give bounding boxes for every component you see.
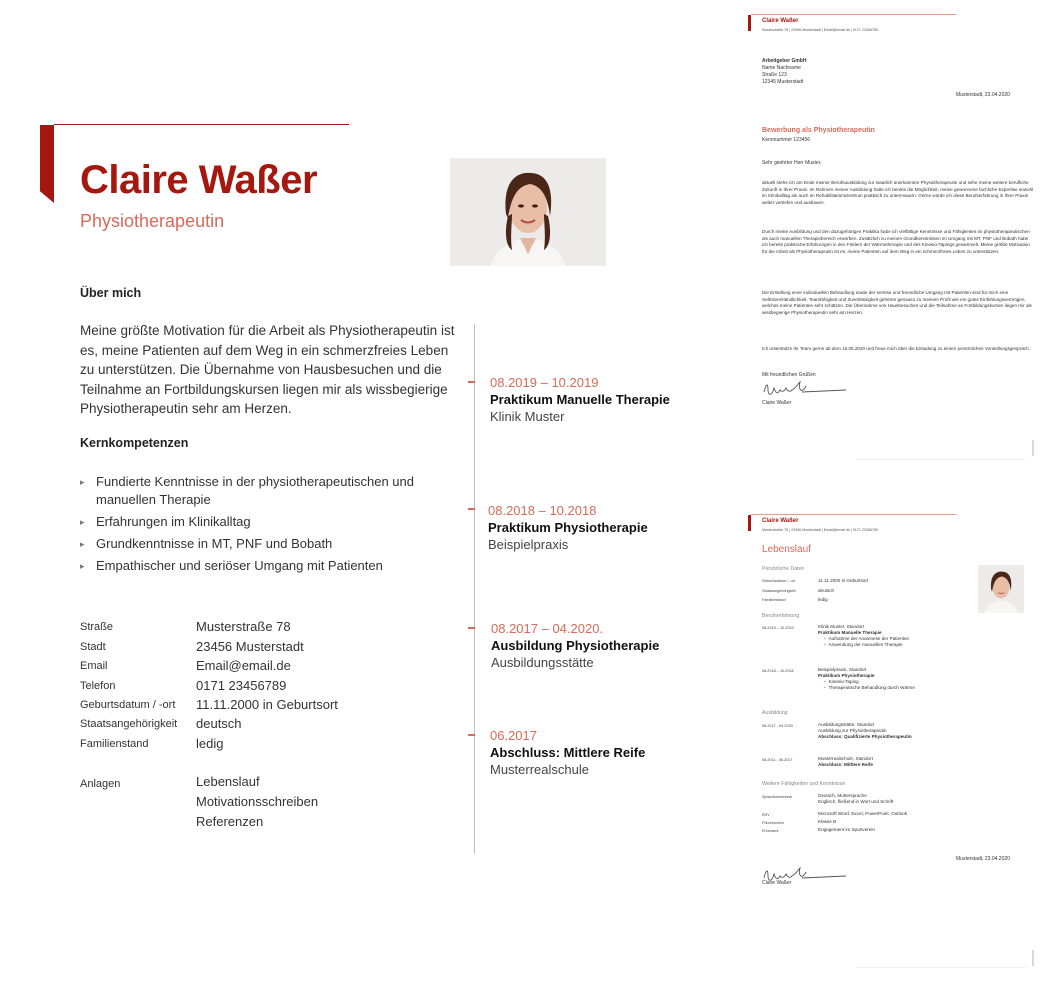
about-heading: Über mich [80,286,142,300]
timeline-marker [468,627,475,629]
timeline-date: 06.2017 [490,728,537,743]
skill-value: Klasse B [818,819,837,824]
info-row-birth: Geburtsdatum / -ort 11.11.2000 in Geburtsort [80,697,338,713]
timeline-date: 08.2019 – 10.2019 [490,375,599,390]
recipient-company: Arbeitgeber GmbH [762,58,807,64]
timeline-entry [488,503,648,553]
skill-key: Ehrenamt [762,829,779,833]
letter-subject: Bewerbung als Physiotherapeutin [762,127,875,134]
experience-entry: Klinik Muster, Standort Praktikum Manuelle Therapie • Aufnahme der Anamnese der Patienten • Anwendung der manuellen Therapie [818,624,909,648]
accent-bar [40,125,54,203]
info-row-city: Stadt 23456 Musterstadt [80,639,304,655]
triangle-bullet-icon: ▸ [80,477,85,487]
letter-date: Musterstadt, 23.04.2020 [956,92,1010,98]
timeline-place: Klinik Muster [490,409,565,424]
letter-paragraph: Durch meine Ausbildung und den dazugehörigen Praktika habe ich vielfältige Kenntnisse und Fähigkeiten im physiotherapeutischen als auch manuellen Therapiebereich erworben. Zusätzlich zu meinen Grundkenntnissen im Umgang mit MT, PNF und Bobath habe ich bereits praktische Erfahrungen in den Feldern der Wärmetherapie und des Kinesio-Tapings gesammelt. Meine größte Motivation für die Arbeit als Physiotherapeutin ist es, meine Patienten auf dem Weg in ein schmerzfreies Leben zu unterstützen. [762,229,1030,254]
triangle-bullet-icon: ▸ [80,517,85,527]
list-item: ▸ Erfahrungen im Klinikalltag [80,514,251,529]
recipient-city: 12345 Musterstadt [762,79,804,85]
info-row-marital-status: Familienstand ledig [80,736,224,752]
further-skills-heading: Weitere Fähigkeiten und Kenntnisse [762,781,846,787]
timeline-date: 08.2018 – 10.2018 [488,503,597,518]
timeline-title: Ausbildung Physiotherapie [491,638,660,653]
triangle-bullet-icon: ▸ [80,561,85,571]
education-heading: Ausbildung [762,710,788,716]
info-row-email: Email Email@email.de [80,658,291,674]
letter-paragraph: aktuell stehe ich am Ende meiner Berufsausbildung zur staatlich anerkannten Physiotherapeutin und sehe meine weitere berufliche Zukunft in Ihrer Praxis. Im Rahmen meiner Ausbildung hatte ich bereits die Möglichkeit, meine gewonnene fachliche Expertise sowohl im Klinikalltag als auch im Rehabilitationszentrum praktisch zu untermauern. Gerne würde ich diese Berufserfahrung in Ihrer Praxis weiter vertiefen und ausbauen. [762,180,1034,205]
skill-value: Deutsch, Muttersprache Englisch, fließend in Wort und Schrift [818,793,894,804]
cv-page-accent-line [751,514,956,515]
list-item: ▸ Grundkenntnisse in MT, PNF und Bobath [80,536,333,551]
appendix-item: Motivationsschreiben [196,794,319,809]
letter-accent-bar [748,15,751,31]
timeline-marker [468,381,475,383]
timeline-line [474,324,475,854]
timeline-title: Praktikum Physiotherapie [488,520,648,535]
skill-value: Microsoft Word, Excel, PowerPoint, Outlook [818,811,908,816]
timeline-title: Praktikum Manuelle Therapie [490,392,670,407]
skill-key: Sprachkenntnisse [762,795,793,799]
appendix-label: Anlagen [80,777,121,790]
education-date: 08.2017 - 04.2020 [762,724,793,728]
recipient-name: Name Nachname [762,65,801,71]
timeline-marker [468,508,475,510]
appendix-list [196,772,318,832]
experience-entry: Beispielpraxis, Standort Praktikum Physiotherapie • Kinesio-Taping • Therapeutische Behandlung durch Wärme [818,667,915,691]
info-row-street: Straße Musterstraße 78 [80,619,291,635]
experience-date: 08.2019 – 10.2019 [762,626,794,630]
education-date: 08.2011 - 06.2017 [762,758,793,762]
cv-page-heading: Lebenslauf [762,544,811,555]
letter-salutation: Sehr geehrter Herr Muster, [762,160,822,166]
skill-key: Führerschein [762,821,785,825]
timeline-entry [490,728,645,778]
personal-key: Familienstand [762,598,786,602]
personal-value: 11.11.2000 in Geburtsort [818,578,869,583]
experience-heading: Berufserfahrung [762,613,800,619]
applicant-photo-small [978,565,1024,613]
skills-list [80,473,440,579]
timeline-entry [490,375,670,425]
info-row-nationality: Staatsangehörigkeit deutsch [80,716,242,732]
triangle-bullet-icon: ▸ [80,539,85,549]
letter-accent-line [751,14,956,15]
timeline-place: Musterrealschule [490,762,589,777]
applicant-name: Claire Waßer [80,158,318,202]
education-entry: Ausbildungsstätte, Standort Ausbildung zur Physiotherapeutin Abschluss: Qualifizierte Physiotherapeutin [818,722,912,739]
cv-page-signature-name: Claire Waßer [762,880,792,886]
skills-heading: Kernkompetenzen [80,436,189,450]
signature-image [762,378,848,400]
letter-sender-name: Claire Waßer [762,18,799,24]
scroll-indicator[interactable] [1032,440,1034,456]
applicant-photo [450,158,606,266]
portrait-image [450,158,606,266]
skill-value: Engagement im Sportverein [818,827,875,832]
appendix-item: Lebenslauf [196,774,260,789]
page-shadow [856,967,1026,968]
experience-date: 08.2018 – 10.2018 [762,669,794,673]
letter-closing: Mit freundlichen Grüßen [762,372,816,378]
cv-page-contact: Musterstraße 78 | 23456 Musterstadt | Email@email.de | 0171 23456789 [762,528,878,532]
letter-paragraph: Die Erstellung einer individuellen Behandlung sowie der seriöse und freundliche Umgang mit Patienten sind für mich eine Selbstverständlichkeit. Teamfähigkeit und Zuverlässigkeit gehören genauso zu meinem Profil wie ein gutes Einfühlungsvermögen, welches meine Patienten sehr schätzen. Die Übernahme von Hausbesuchen und die Teilnahme an Fortbildungskursen liegen mir als wissbegierige Physiotherapeutin sehr am Herzen. [762,290,1032,315]
timeline-marker [468,734,475,736]
timeline-date: 08.2017 – 04.2020. [491,621,604,636]
timeline-entry [491,621,659,671]
recipient-street: Straße 123 [762,72,787,78]
timeline-title: Abschluss: Mittlere Reife [490,745,646,760]
personal-key: Geburtsdatum / -ort [762,579,795,583]
personal-heading: Persönliche Daten [762,566,805,572]
cv-page-name: Claire Waßer [762,518,799,524]
skill-key: EDV [762,813,770,817]
letter-paragraph: Ich unterstütze Ihr Team gerne ab dem 15.05.2020 und freue mich über die Einladung zu einem persönlichen Vorstellungsgespräch. [762,346,1031,351]
personal-value: deutsch [818,588,835,593]
cv-page-accent-bar [748,515,751,531]
portrait-image [978,565,1024,613]
letter-reference: Kennnummer 123456 [762,137,811,143]
letter-signature-name: Claire Waßer [762,400,792,406]
timeline-place: Beispielpraxis [488,537,569,552]
cv-page-date: Musterstadt, 23.04.2020 [956,856,1010,862]
page-shadow [856,459,1026,460]
list-item: ▸ Fundierte Kenntnisse in der physiotherapeutischen und manuellen Therapie [80,474,414,507]
personal-key: Staatsangehörigkeit [762,589,796,593]
appendix-item: Referenzen [196,814,264,829]
timeline-place: Ausbildungsstätte [491,655,594,670]
about-text: Meine größte Motivation für die Arbeit als Physiotherapeutin ist es, meine Patienten auf dem Weg in ein schmerzfreies Leben zu unterstützen. Die Übernahme von Hausbesuchen und die Teilnahme an Fortbildungskursen liegen mir als wissbegierige Physiotherapeutin sehr am Herzen. [80,323,455,417]
list-item: ▸ Empathischer und seriöser Umgang mit Patienten [80,558,383,573]
info-row-phone: Telefon 0171 23456789 [80,678,287,694]
personal-value: ledig [818,597,828,602]
job-title: Physiotherapeutin [80,211,225,231]
accent-line [54,124,349,125]
education-entry: Musterrealschule, Standort Abschluss: Mittlere Reife [818,756,873,767]
scroll-indicator[interactable] [1032,950,1034,966]
letter-sender-contact: Musterstraße 78 | 23456 Musterstadt | Email@email.de | 0171 23456789 [762,28,878,32]
